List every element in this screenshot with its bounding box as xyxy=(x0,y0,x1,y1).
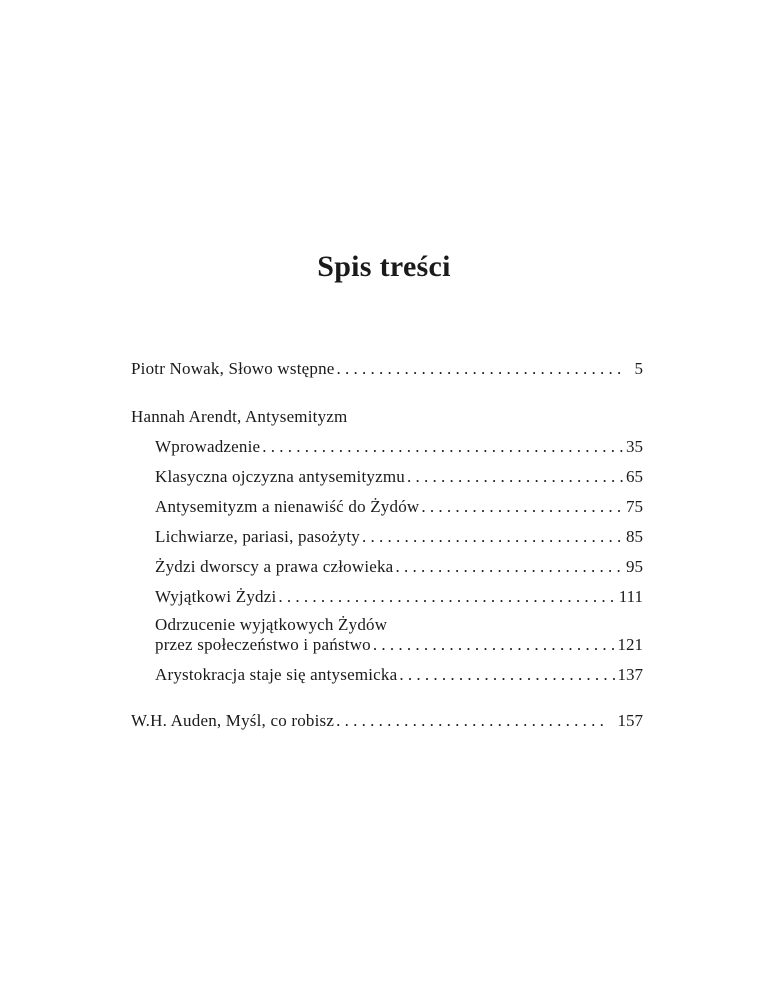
toc-entry-label: Wprowadzenie xyxy=(155,437,261,456)
toc-entry-label: W.H. Auden, Myśl, co robisz xyxy=(131,711,335,730)
leader-dots xyxy=(362,526,624,548)
page-title: Spis treści xyxy=(317,250,451,283)
toc-section-heading: Hannah Arendt, Antysemityzm xyxy=(131,407,348,426)
toc-entry-afterword xyxy=(131,710,643,732)
toc-entry-label: Antysemityzm a nienawiść do Żydów xyxy=(155,497,420,516)
toc-entry-label: Arystokracja staje się antysemicka xyxy=(155,665,398,684)
toc-entry-chapter xyxy=(155,664,643,686)
leader-dots xyxy=(337,358,623,380)
leader-dots xyxy=(407,466,624,488)
leader-dots xyxy=(336,710,605,732)
toc-entry-chapter xyxy=(155,526,643,548)
toc-entry-label: przez społeczeństwo i państwo xyxy=(155,635,371,654)
toc-page-number: 65 xyxy=(626,467,643,486)
toc-entry-chapter xyxy=(155,496,643,518)
toc-entry-chapter xyxy=(155,466,643,488)
toc-entry-label: Żydzi dworscy a prawa człowieka xyxy=(155,557,394,576)
leader-dots xyxy=(262,436,624,458)
leader-dots xyxy=(399,664,615,686)
toc-page-number: 75 xyxy=(626,497,643,516)
leader-dots xyxy=(278,586,616,608)
toc-page-number: 137 xyxy=(617,665,643,684)
toc-page-number: 5 xyxy=(634,359,643,378)
toc-entry-label: Klasyczna ojczyzna antysemityzmu xyxy=(155,467,405,486)
toc-entry-label: Piotr Nowak, Słowo wstępne xyxy=(131,359,335,378)
toc-entry-label: Wyjątkowi Żydzi xyxy=(155,587,277,606)
toc-entry-chapter xyxy=(155,556,643,578)
toc-entry-preface xyxy=(131,358,643,380)
leader-dots xyxy=(421,496,624,518)
toc-page-number: 85 xyxy=(626,527,643,546)
toc-page-number: 157 xyxy=(617,711,643,730)
toc-entry-chapter xyxy=(155,634,643,656)
toc-page-number: 95 xyxy=(626,557,643,576)
toc-page-number: 121 xyxy=(617,635,643,654)
toc-entry-label: Lichwiarze, pariasi, pasożyty xyxy=(155,527,360,546)
toc-entry-chapter xyxy=(155,586,643,608)
leader-dots xyxy=(373,634,616,656)
toc-entry-label-line1: Odrzucenie wyjątkowych Żydów xyxy=(155,615,388,634)
toc-entry-chapter xyxy=(155,436,643,458)
toc-page-number: 35 xyxy=(626,437,643,456)
toc-page-number: 111 xyxy=(618,587,643,606)
leader-dots xyxy=(395,556,624,578)
